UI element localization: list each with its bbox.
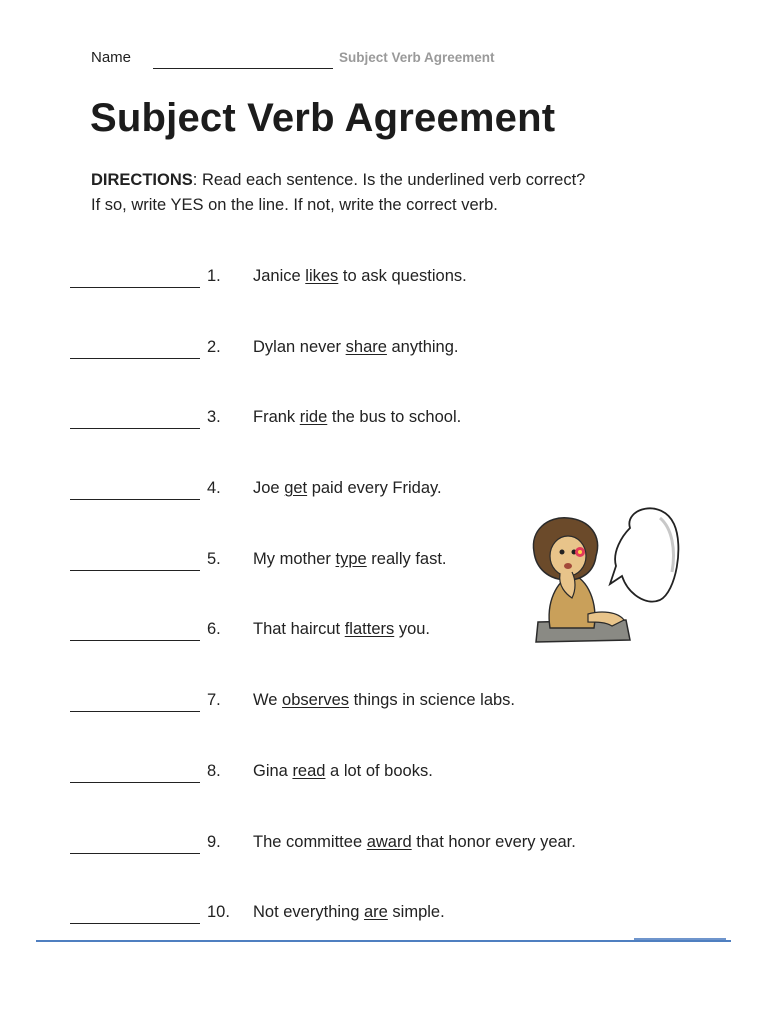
question-row [0, 262, 768, 333]
question-number: 7. [207, 691, 221, 710]
answer-line[interactable] [70, 853, 200, 854]
sentence-start: The committee [253, 832, 367, 851]
question-number: 10. [207, 903, 230, 922]
underlined-verb: award [366, 832, 412, 851]
question-row [0, 898, 768, 969]
sentence-start: Frank [253, 408, 300, 427]
question-text [253, 691, 515, 710]
question-number: 4. [207, 479, 221, 498]
underlined-verb: type [335, 549, 367, 568]
question-number: 6. [207, 620, 221, 639]
footer-rule-accent [634, 938, 726, 940]
question-text [253, 903, 445, 922]
question-text [253, 338, 458, 357]
underlined-verb: read [292, 761, 326, 780]
underlined-verb: flatters [344, 620, 395, 639]
sentence-start: Not everything [253, 903, 364, 922]
question-number: 1. [207, 267, 221, 285]
sentence-start: My mother [253, 549, 336, 568]
answer-line[interactable] [70, 428, 200, 429]
underlined-verb: ride [299, 408, 328, 427]
page-title: Subject Verb Agreement [90, 96, 556, 140]
sentence-end: really fast. [366, 549, 447, 568]
sentence-end: to ask questions. [338, 267, 467, 285]
sentence-start: Janice [253, 267, 306, 285]
question-text [253, 550, 447, 569]
sentence-start: Joe [253, 479, 285, 498]
answer-line[interactable] [70, 499, 200, 500]
sentence-end: the bus to school. [327, 408, 462, 427]
underlined-verb: likes [305, 267, 339, 285]
question-row [0, 403, 768, 474]
question-text [253, 762, 433, 781]
question-number: 5. [207, 549, 221, 568]
sentence-end: you. [394, 620, 431, 639]
sentence-end: anything. [386, 337, 459, 356]
underlined-verb: observes [282, 691, 349, 710]
name-row [91, 48, 551, 72]
sentence-start: That haircut [253, 620, 345, 639]
question-row [0, 686, 768, 757]
answer-line[interactable] [70, 570, 200, 571]
directions-line2: If so, write YES on the line. If not, write the correct verb. [91, 195, 498, 214]
sentence-start: Dylan never [253, 337, 346, 356]
question-text [253, 479, 442, 498]
sentence-start: We [253, 691, 283, 710]
answer-line[interactable] [70, 923, 200, 924]
question-text [253, 833, 576, 852]
question-number: 8. [207, 761, 221, 780]
question-row [0, 333, 768, 404]
thinking-kid-speech-bubble-icon [522, 502, 682, 650]
answer-line[interactable] [70, 782, 200, 783]
underlined-verb: get [284, 479, 308, 498]
question-text [253, 620, 430, 639]
name-label: Name [91, 49, 132, 66]
sentence-end: paid every Friday. [307, 479, 442, 498]
name-write-line[interactable] [153, 68, 333, 69]
sentence-end: that honor every year. [411, 832, 576, 851]
question-text [253, 267, 467, 286]
worksheet-tag: Subject Verb Agreement [339, 50, 495, 65]
directions-label: DIRECTIONS [91, 171, 193, 189]
footer-rule [36, 940, 731, 942]
question-number: 2. [207, 337, 221, 356]
answer-line[interactable] [70, 358, 200, 359]
answer-line[interactable] [70, 287, 200, 288]
sentence-end: a lot of books. [325, 761, 433, 780]
answer-line[interactable] [70, 711, 200, 712]
directions [91, 168, 691, 217]
question-row [0, 828, 768, 899]
sentence-start: Gina [253, 761, 293, 780]
question-number: 3. [207, 408, 221, 427]
directions-colon: : [192, 171, 198, 189]
directions-line1: Read each sentence. Is the underlined verb correct? [201, 171, 586, 189]
sentence-end: things in science labs. [349, 691, 516, 710]
question-text [253, 408, 461, 427]
answer-line[interactable] [70, 640, 200, 641]
underlined-verb: are [363, 903, 388, 922]
question-row [0, 757, 768, 828]
question-number: 9. [207, 832, 221, 851]
sentence-end: simple. [387, 903, 445, 922]
underlined-verb: share [345, 337, 387, 356]
